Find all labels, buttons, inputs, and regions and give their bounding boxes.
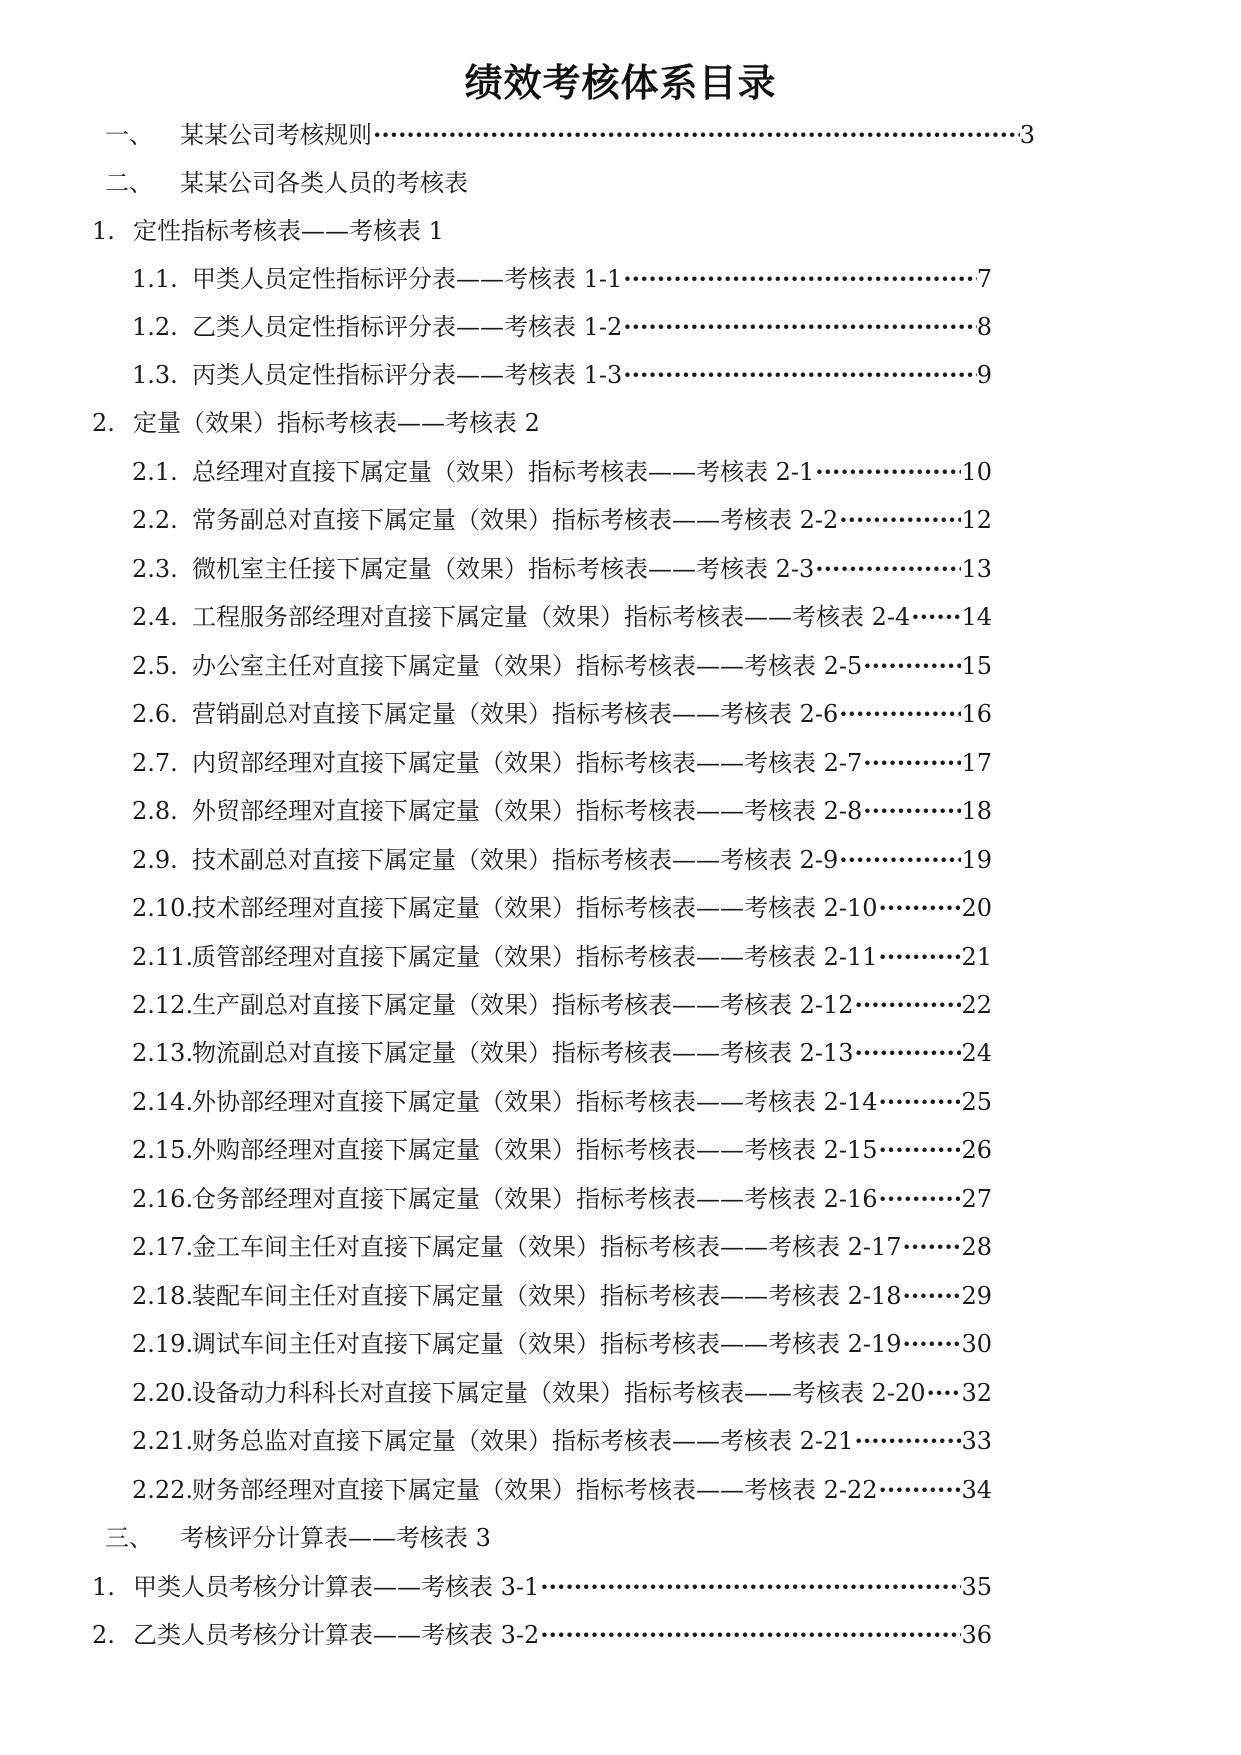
toc-entry-title: 外购部经理对直接下属定量（效果）指标考核表——考核表 2-15 [192, 1136, 878, 1164]
toc-entry-title: 物流副总对直接下属定量（效果）指标考核表——考核表 2-13 [192, 1039, 854, 1067]
toc-entry-page: 14 [961, 603, 992, 631]
toc-entry-number: 2.3. [132, 555, 178, 583]
toc-entry-title: 设备动力科科长对直接下属定量（效果）指标考核表——考核表 2-20 [192, 1379, 926, 1407]
toc-entry[interactable] [132, 311, 992, 343]
toc-leader-dots [622, 263, 976, 295]
toc-entry-page: 18 [961, 797, 992, 825]
toc-entry-page: 29 [961, 1282, 992, 1310]
toc-entry[interactable] [132, 1425, 992, 1457]
toc-leader-dots [878, 1134, 962, 1166]
toc-entry-title: 营销副总对直接下属定量（效果）指标考核表——考核表 2-6 [192, 700, 839, 728]
toc-leader-dots [902, 1328, 962, 1360]
toc-entry-title: 装配车间主任对直接下属定量（效果）指标考核表——考核表 2-18 [192, 1282, 902, 1310]
toc-entry-title: 定性指标考核表——考核表 1 [133, 217, 444, 245]
toc-leader-dots [862, 747, 961, 779]
toc-entry-number: 2.16. [132, 1185, 194, 1213]
toc-entry-page: 30 [961, 1330, 992, 1358]
toc-entry-number: 2.17. [132, 1233, 194, 1261]
toc-entry-number: 2.14. [132, 1088, 194, 1116]
toc-entry-number: 2.19. [132, 1330, 194, 1358]
toc-entry[interactable] [92, 215, 992, 247]
toc-entry-title: 甲类人员考核分计算表——考核表 3-1 [133, 1573, 540, 1601]
toc-entry-title: 考核评分计算表——考核表 3 [180, 1524, 491, 1552]
toc-entry-page: 34 [961, 1476, 992, 1504]
toc-entry-title: 技术副总对直接下属定量（效果）指标考核表——考核表 2-9 [192, 846, 839, 874]
toc-entry[interactable] [132, 650, 992, 682]
toc-entry-title: 定量（效果）指标考核表——考核表 2 [133, 409, 540, 437]
toc-entry-page: 7 [976, 265, 992, 293]
toc-entry-number: 2.4. [132, 603, 178, 631]
toc-entry-number: 2.1. [132, 458, 178, 486]
toc-entry-page: 28 [961, 1233, 992, 1261]
toc-entry-page: 32 [961, 1379, 992, 1407]
toc-leader-dots [539, 1571, 961, 1603]
toc-leader-dots [878, 1183, 962, 1215]
toc-entry-page: 25 [961, 1088, 992, 1116]
toc-leader-dots [862, 650, 961, 682]
toc-entry-page: 27 [961, 1185, 992, 1213]
toc-entry-page: 35 [961, 1573, 992, 1601]
toc-entry[interactable] [132, 747, 992, 779]
toc-entry[interactable] [132, 892, 992, 924]
toc-entry[interactable] [132, 456, 992, 488]
toc-leader-dots [878, 1474, 962, 1506]
toc-entry-number: 2.2. [132, 506, 178, 534]
toc-entry-number: 2.10. [132, 894, 194, 922]
toc-entry[interactable] [132, 504, 992, 536]
toc-entry-title: 办公室主任对直接下属定量（效果）指标考核表——考核表 2-5 [192, 652, 863, 680]
toc-entry-number: 2.13. [132, 1039, 194, 1067]
toc-leader-dots [878, 1086, 962, 1118]
toc-entry-title: 调试车间主任对直接下属定量（效果）指标考核表——考核表 2-19 [192, 1330, 902, 1358]
toc-entry-number: 1.1. [132, 265, 178, 293]
toc-entry-number: 2.18. [132, 1282, 194, 1310]
toc-entry-page: 9 [976, 361, 992, 389]
toc-entry-title: 金工车间主任对直接下属定量（效果）指标考核表——考核表 2-17 [192, 1233, 902, 1261]
toc-entry[interactable] [105, 119, 1035, 151]
toc-leader-dots [902, 1280, 962, 1312]
toc-entry-title: 乙类人员考核分计算表——考核表 3-2 [133, 1621, 540, 1649]
toc-leader-dots [539, 1619, 961, 1651]
toc-entry-page: 16 [961, 700, 992, 728]
toc-entry-number: 2. [92, 1621, 115, 1649]
toc-entry-page: 10 [961, 458, 992, 486]
toc-entry[interactable] [132, 941, 992, 973]
toc-leader-dots [902, 1231, 962, 1263]
toc-leader-dots [862, 795, 961, 827]
toc-entry[interactable] [105, 167, 1035, 199]
toc-entry[interactable] [92, 1571, 992, 1603]
toc-leader-dots [838, 698, 961, 730]
toc-entry-number: 二、 [105, 169, 153, 197]
toc-entry-number: 三、 [105, 1524, 153, 1552]
toc-entry-number: 2. [92, 409, 115, 437]
toc-entry[interactable] [132, 1134, 992, 1166]
toc-entry-number: 2.7. [132, 749, 178, 777]
toc-entry[interactable] [132, 1377, 992, 1409]
toc-leader-dots [372, 119, 1020, 151]
toc-leader-dots [838, 504, 961, 536]
toc-entry-number: 1.2. [132, 313, 178, 341]
toc-leader-dots [910, 601, 961, 633]
toc-entry-title: 工程服务部经理对直接下属定量（效果）指标考核表——考核表 2-4 [192, 603, 911, 631]
toc-entry[interactable] [132, 263, 992, 295]
toc-entry-number: 1.3. [132, 361, 178, 389]
toc-leader-dots [814, 456, 961, 488]
toc-entry-title: 内贸部经理对直接下属定量（效果）指标考核表——考核表 2-7 [192, 749, 863, 777]
toc-entry-title: 微机室主任接下属定量（效果）指标考核表——考核表 2-3 [192, 555, 815, 583]
toc-leader-dots [854, 989, 962, 1021]
toc-entry-title: 外协部经理对直接下属定量（效果）指标考核表——考核表 2-14 [192, 1088, 878, 1116]
toc-entry-title: 某某公司考核规则 [180, 121, 372, 149]
toc-entry-title: 质管部经理对直接下属定量（效果）指标考核表——考核表 2-11 [192, 943, 878, 971]
page-title: 绩效考核体系目录 [464, 61, 777, 105]
toc-entry-page: 3 [1019, 121, 1035, 149]
toc-entry-page: 13 [961, 555, 992, 583]
toc-entry[interactable] [132, 553, 992, 585]
toc-entry-page: 17 [961, 749, 992, 777]
toc-leader-dots [926, 1377, 962, 1409]
toc-entry-title: 总经理对直接下属定量（效果）指标考核表——考核表 2-1 [192, 458, 815, 486]
toc-entry-title: 甲类人员定性指标评分表——考核表 1-1 [192, 265, 623, 293]
toc-entry-title: 外贸部经理对直接下属定量（效果）指标考核表——考核表 2-8 [192, 797, 863, 825]
toc-leader-dots [878, 892, 962, 924]
toc-entry-number: 2.9. [132, 846, 178, 874]
toc-entry[interactable] [132, 1280, 992, 1312]
toc-entry-number: 2.20. [132, 1379, 194, 1407]
toc-entry-page: 22 [961, 991, 992, 1019]
toc-entry-page: 19 [961, 846, 992, 874]
toc-entry[interactable] [132, 359, 992, 391]
toc-entry[interactable] [132, 1086, 992, 1118]
toc-entry-page: 33 [961, 1427, 992, 1455]
toc-entry-number: 1. [92, 217, 115, 245]
toc-entry-title: 技术部经理对直接下属定量（效果）指标考核表——考核表 2-10 [192, 894, 878, 922]
toc-entry-title: 仓务部经理对直接下属定量（效果）指标考核表——考核表 2-16 [192, 1185, 878, 1213]
toc-entry[interactable] [132, 989, 992, 1021]
toc-entry-number: 一、 [105, 121, 153, 149]
toc-entry-title: 财务总监对直接下属定量（效果）指标考核表——考核表 2-21 [192, 1427, 854, 1455]
toc-entry[interactable] [132, 1231, 992, 1263]
toc-entry-number: 2.5. [132, 652, 178, 680]
toc-entry[interactable] [132, 698, 992, 730]
toc-entry[interactable] [132, 1328, 992, 1360]
toc-entry[interactable] [132, 795, 992, 827]
toc-entry-number: 2.11. [132, 943, 194, 971]
toc-leader-dots [814, 553, 961, 585]
toc-leader-dots [838, 844, 961, 876]
toc-leader-dots [854, 1037, 962, 1069]
toc-entry-page: 12 [961, 506, 992, 534]
toc-entry-number: 2.8. [132, 797, 178, 825]
toc-entry[interactable] [132, 1037, 992, 1069]
toc-entry[interactable] [92, 407, 992, 439]
toc-entry[interactable] [105, 1522, 1035, 1554]
toc-entry-title: 财务部经理对直接下属定量（效果）指标考核表——考核表 2-22 [192, 1476, 878, 1504]
toc-leader-dots [854, 1425, 962, 1457]
toc-leader-dots [878, 941, 962, 973]
toc-leader-dots [622, 359, 976, 391]
toc-entry[interactable] [132, 1183, 992, 1215]
toc-entry-page: 26 [961, 1136, 992, 1164]
toc-entry-title: 常务副总对直接下属定量（效果）指标考核表——考核表 2-2 [192, 506, 839, 534]
toc-entry-page: 36 [961, 1621, 992, 1649]
toc-entry-title: 某某公司各类人员的考核表 [180, 169, 468, 197]
toc-entry[interactable] [132, 601, 992, 633]
toc-entry-number: 2.21. [132, 1427, 194, 1455]
toc-entry-number: 2.22. [132, 1476, 194, 1504]
toc-entry[interactable] [132, 1474, 992, 1506]
toc-entry-page: 15 [961, 652, 992, 680]
toc-entry-page: 20 [961, 894, 992, 922]
toc-leader-dots [622, 311, 976, 343]
toc-entry[interactable] [132, 844, 992, 876]
toc-entry-number: 2.15. [132, 1136, 194, 1164]
toc-entry-number: 2.12. [132, 991, 194, 1019]
toc-entry-title: 生产副总对直接下属定量（效果）指标考核表——考核表 2-12 [192, 991, 854, 1019]
toc-entry-page: 8 [976, 313, 992, 341]
toc-entry-number: 2.6. [132, 700, 178, 728]
toc-entry-page: 21 [961, 943, 992, 971]
toc-entry-page: 24 [961, 1039, 992, 1067]
toc-entry-title: 丙类人员定性指标评分表——考核表 1-3 [192, 361, 623, 389]
toc-entry-number: 1. [92, 1573, 115, 1601]
toc-entry-title: 乙类人员定性指标评分表——考核表 1-2 [192, 313, 623, 341]
toc-entry[interactable] [92, 1619, 992, 1651]
